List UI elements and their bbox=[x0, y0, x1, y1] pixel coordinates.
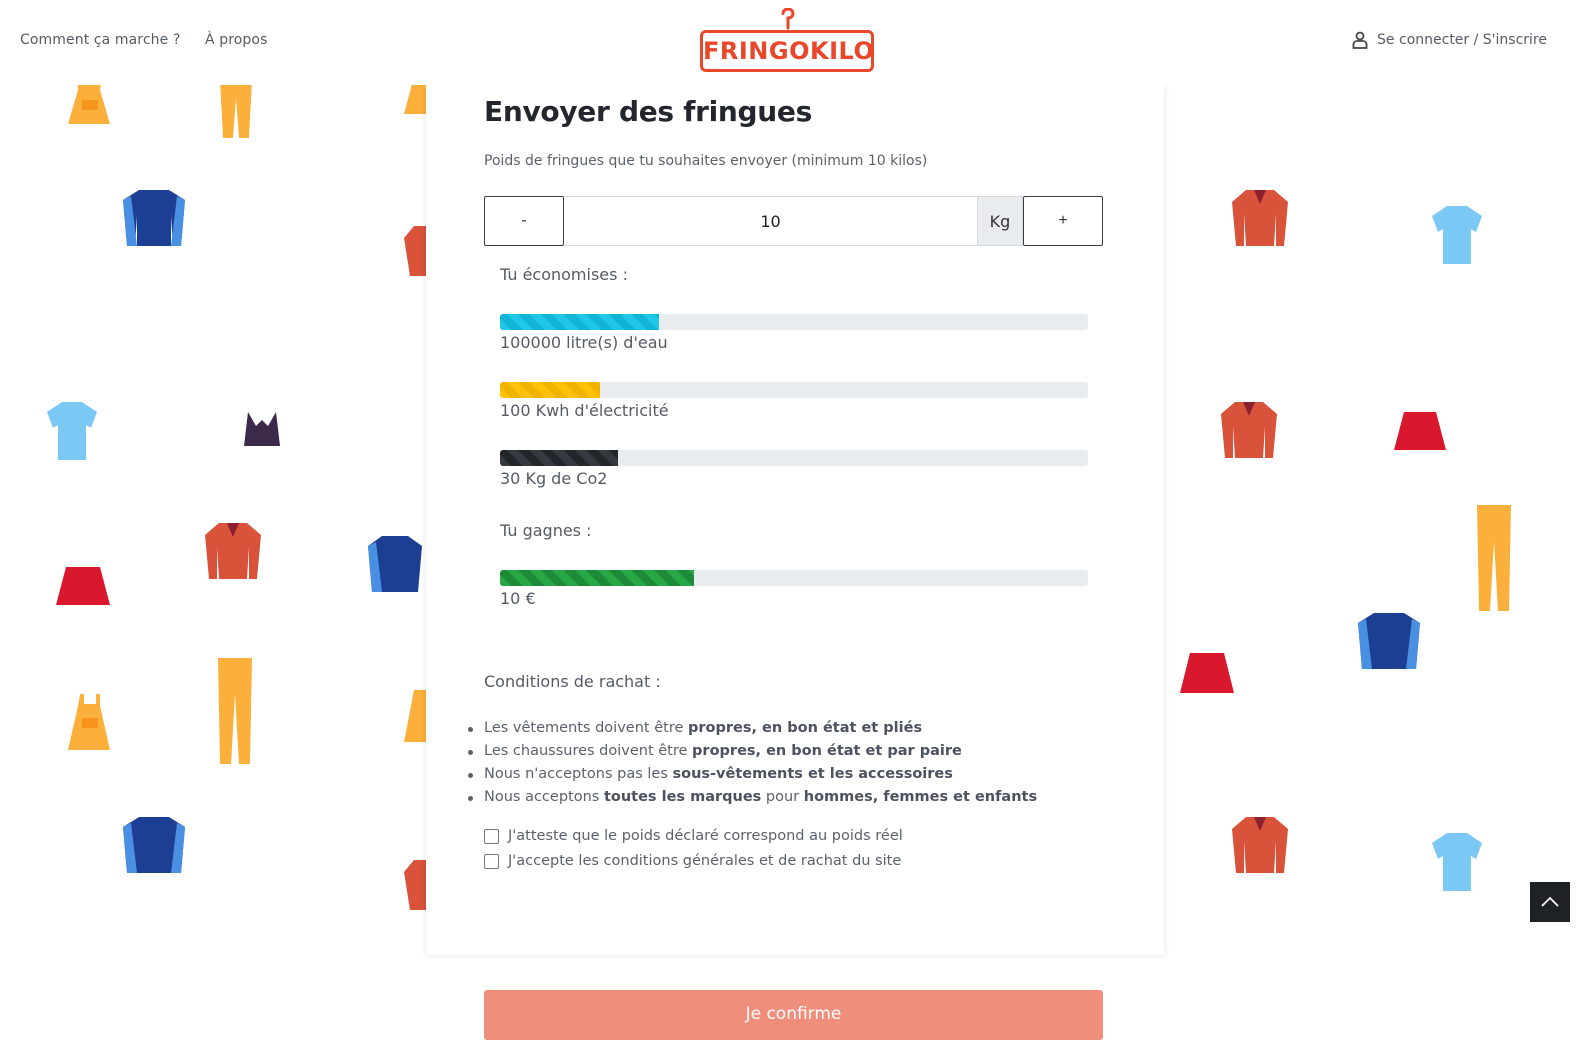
skirt-icon bbox=[1394, 412, 1446, 452]
co2-progress bbox=[500, 450, 1088, 466]
jacket-icon bbox=[123, 190, 185, 248]
savings-label: Tu économises : bbox=[500, 265, 628, 284]
shirt-icon bbox=[1432, 206, 1482, 264]
send-clothes-card bbox=[426, 85, 1164, 1024]
shirt-icon bbox=[1432, 833, 1482, 891]
gains-progress bbox=[500, 570, 1088, 586]
jacket-icon bbox=[123, 817, 185, 875]
logo-text: FRINGOKILO bbox=[703, 37, 875, 65]
water-savings-text: 100000 litre(s) d'eau bbox=[500, 333, 668, 352]
decrease-button[interactable]: - bbox=[484, 196, 564, 246]
pants-icon bbox=[1475, 505, 1513, 613]
accept-terms-checkbox[interactable] bbox=[484, 853, 901, 869]
hanger-icon bbox=[778, 8, 798, 30]
cardigan-icon bbox=[1232, 817, 1288, 875]
nav-about[interactable]: À propos bbox=[205, 32, 268, 48]
shirt-icon bbox=[47, 402, 97, 460]
nav-how-it-works[interactable]: Comment ça marche ? bbox=[20, 32, 181, 48]
weight-instructions: Poids de fringues que tu souhaites envoyer (minimum 10 kilos) bbox=[484, 153, 928, 169]
gains-text: 10 € bbox=[500, 589, 536, 608]
chevron-up-icon bbox=[1540, 896, 1560, 908]
checkbox-box[interactable] bbox=[484, 829, 499, 844]
pants-icon bbox=[218, 80, 254, 140]
condition-item: Les vêtements doivent être propres, en bon état et pliés bbox=[484, 717, 1037, 740]
login-link[interactable] bbox=[1352, 31, 1547, 49]
site-logo[interactable] bbox=[700, 8, 876, 74]
cardigan-icon bbox=[404, 226, 426, 278]
scroll-top-button[interactable] bbox=[1530, 882, 1570, 922]
checkbox-box[interactable] bbox=[484, 854, 499, 869]
site-header bbox=[0, 0, 1591, 85]
checkbox-label: J'atteste que le poids déclaré correspond au poids réel bbox=[508, 828, 903, 844]
confirm-button[interactable]: Je confirme bbox=[484, 990, 1103, 1040]
weight-stepper bbox=[484, 196, 1103, 246]
water-progress bbox=[500, 314, 1088, 330]
pants-icon bbox=[216, 658, 254, 766]
unit-label: Kg bbox=[977, 196, 1023, 246]
logo-box bbox=[700, 30, 874, 72]
skirt-icon bbox=[1180, 653, 1234, 695]
page-title: Envoyer des fringues bbox=[484, 95, 812, 128]
cardigan-icon bbox=[1221, 402, 1277, 460]
electricity-progress-fill bbox=[500, 382, 600, 398]
dress-icon bbox=[68, 80, 112, 128]
water-progress-fill bbox=[500, 314, 659, 330]
conditions-title: Conditions de rachat : bbox=[484, 672, 661, 691]
increase-button[interactable]: + bbox=[1023, 196, 1103, 246]
weight-input[interactable] bbox=[564, 196, 977, 246]
conditions-list bbox=[484, 717, 1037, 809]
jacket-icon bbox=[368, 536, 422, 594]
condition-item: Nous acceptons toutes les marques pour hommes, femmes et enfants bbox=[484, 786, 1037, 809]
attest-weight-checkbox[interactable] bbox=[484, 828, 903, 844]
user-icon bbox=[1352, 31, 1368, 49]
condition-item: Les chaussures doivent être propres, en bon état et par paire bbox=[484, 740, 1037, 763]
dress-icon bbox=[404, 84, 426, 114]
login-label: Se connecter / S'inscrire bbox=[1377, 32, 1547, 48]
gains-progress-fill bbox=[500, 570, 694, 586]
jacket-icon bbox=[1358, 613, 1420, 671]
gains-label: Tu gagnes : bbox=[500, 521, 592, 540]
co2-progress-fill bbox=[500, 450, 618, 466]
checkbox-label: J'accepte les conditions générales et de rachat du site bbox=[508, 853, 902, 869]
cardigan-icon bbox=[205, 523, 261, 581]
dress-icon bbox=[68, 694, 112, 752]
electricity-savings-text: 100 Kwh d'électricité bbox=[500, 401, 669, 420]
electricity-progress bbox=[500, 382, 1088, 398]
condition-item: Nous n'acceptons pas les sous-vêtements et les accessoires bbox=[484, 763, 1037, 786]
dress-icon bbox=[404, 690, 426, 742]
cardigan-icon bbox=[1232, 190, 1288, 248]
co2-savings-text: 30 Kg de Co2 bbox=[500, 469, 608, 488]
top-icon bbox=[244, 412, 280, 446]
cardigan-icon bbox=[404, 860, 426, 912]
skirt-icon bbox=[56, 567, 110, 607]
